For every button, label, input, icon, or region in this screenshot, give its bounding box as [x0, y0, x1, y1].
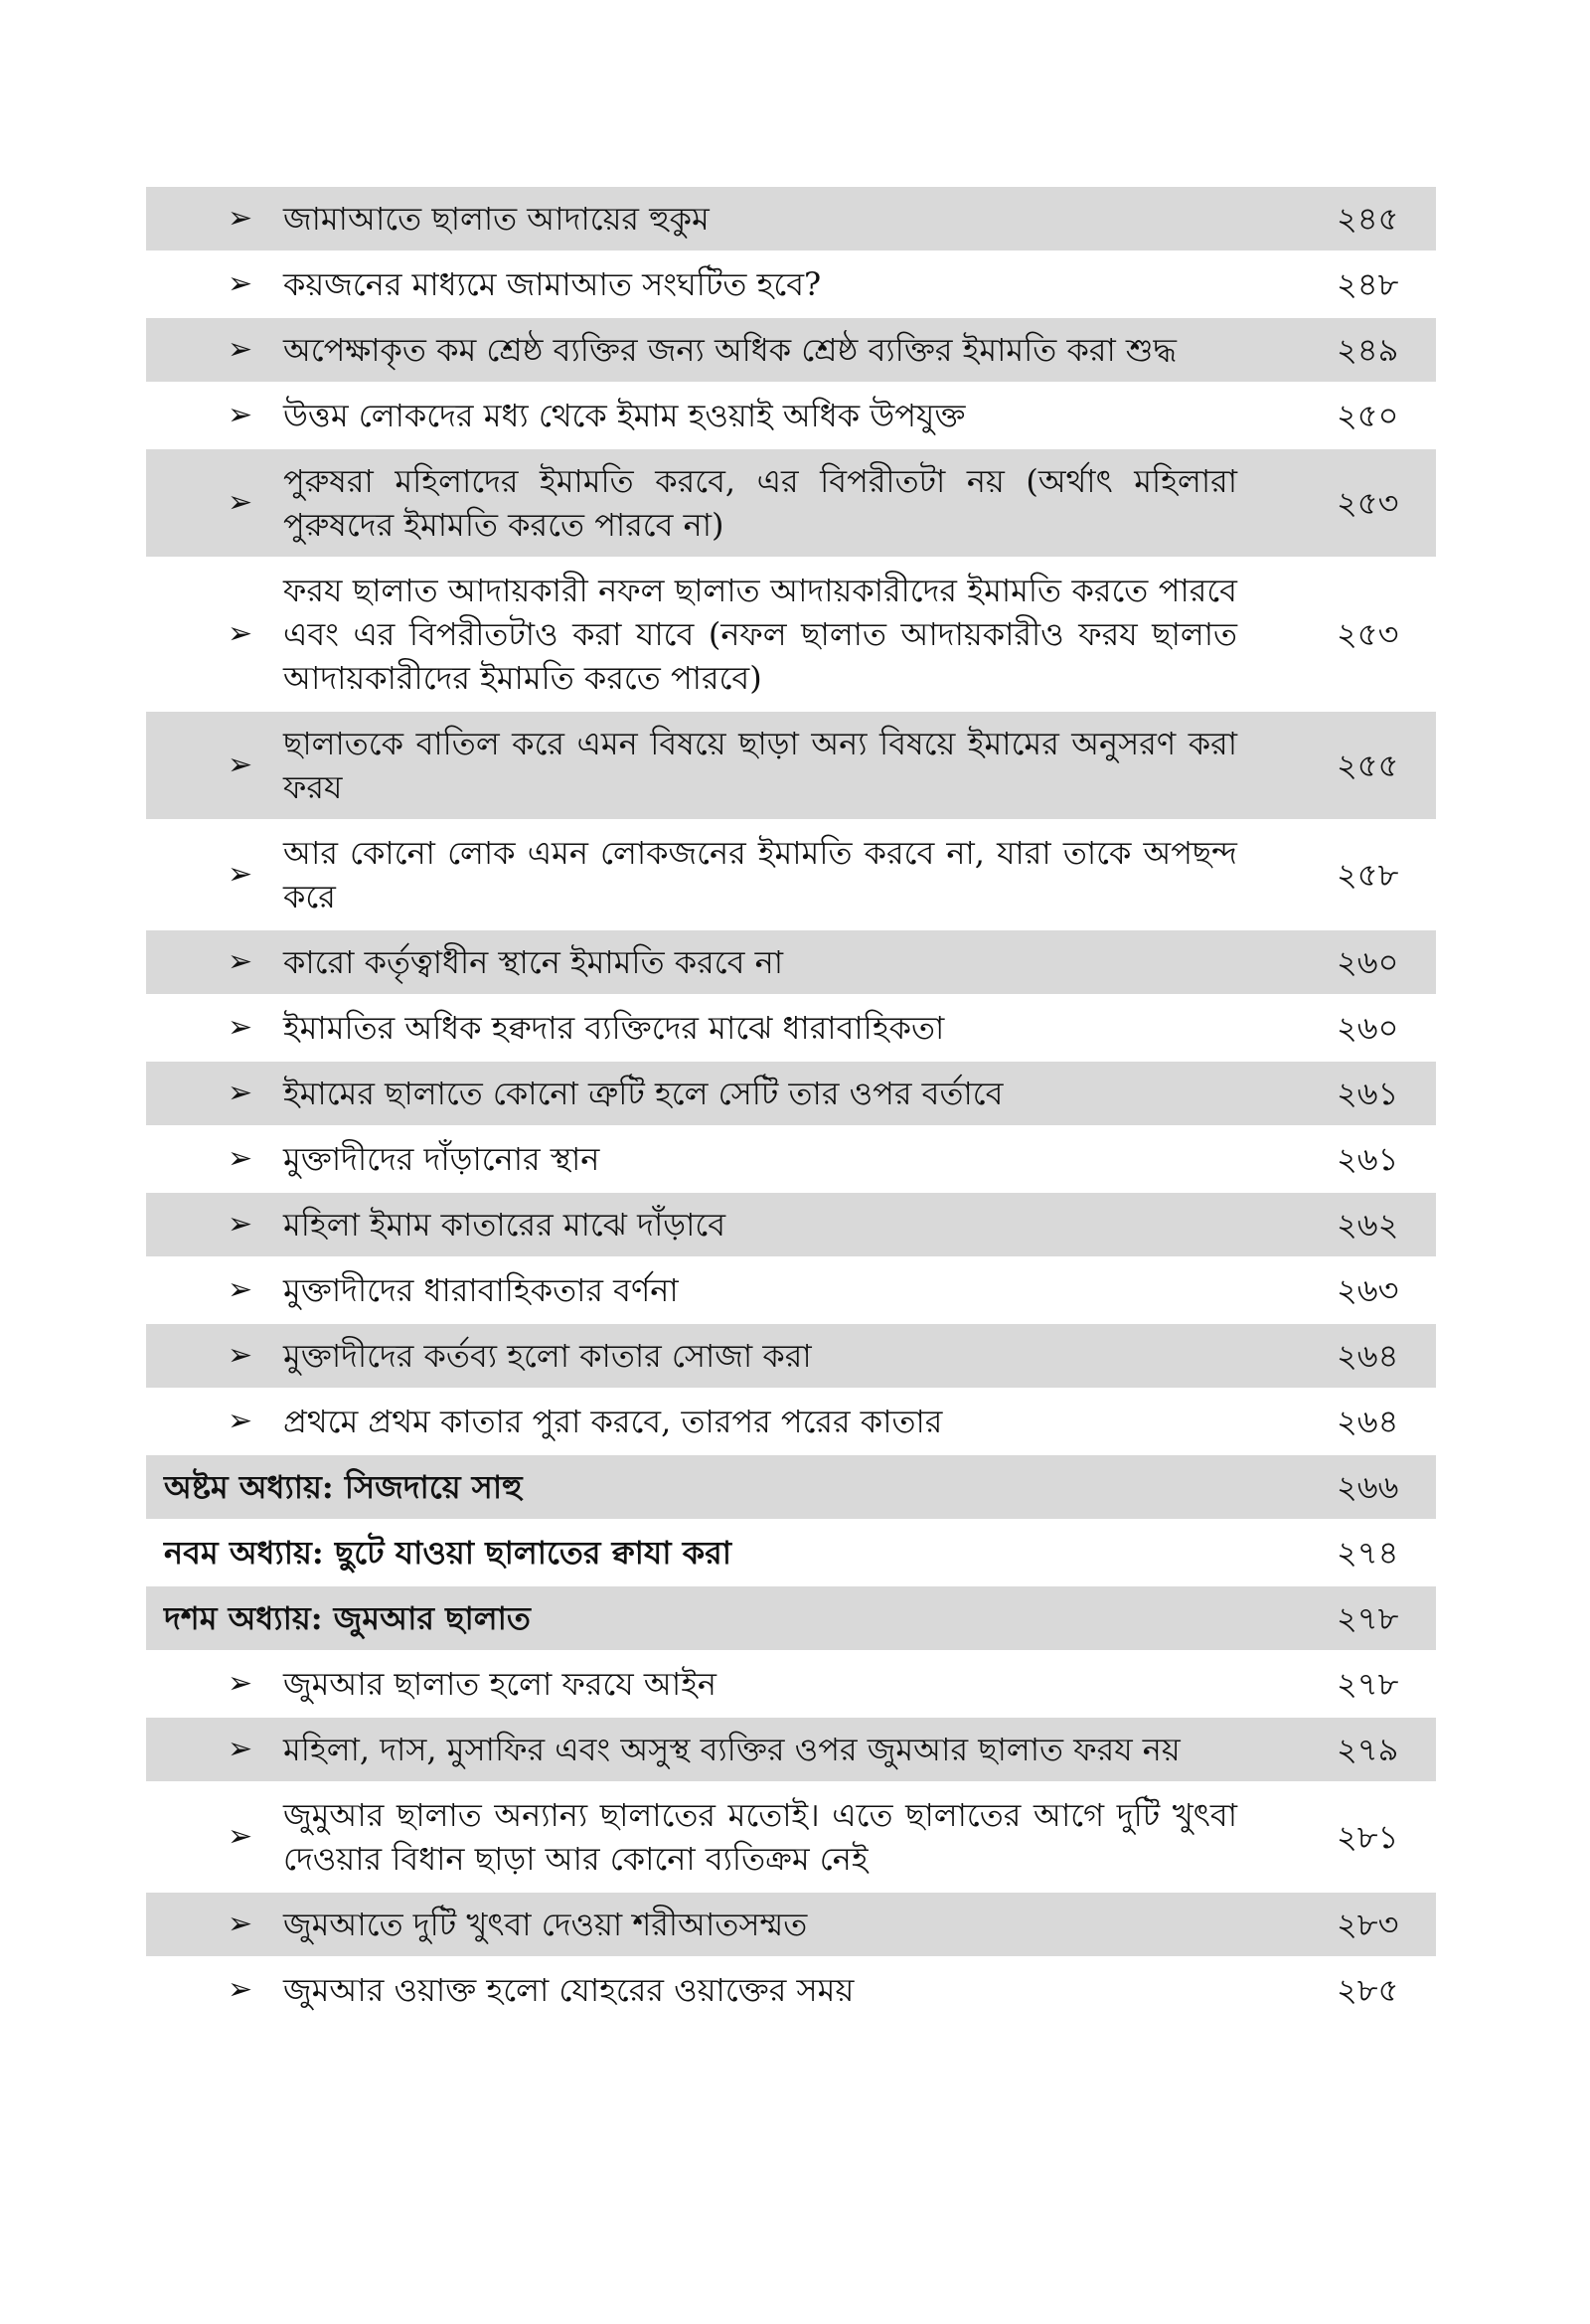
toc-row — [146, 187, 1436, 252]
toc-page-number: ২৭৯ — [1337, 1731, 1399, 1768]
toc-chapter-title: নবম অধ্যায়: ছুটে যাওয়া ছালাতের ক্বাযা করা — [164, 1534, 731, 1572]
toc-page-number: ২৬৩ — [1337, 1271, 1399, 1309]
toc-row — [146, 712, 1436, 821]
toc-entry-title: ফরয ছালাত আদায়কারী নফল ছালাত আদায়কারীদের ইমামতি করতে পারবে এবং এর বিপরীতটাও করা যাবে (নফল ছালাত আদায়কারীও ফরয ছালাত আদায়কারীদের ইমামতি করতে পারবে) — [283, 572, 1237, 697]
arrow-bullet-icon: ➢ — [228, 1907, 253, 1941]
toc-page-number: ২৪৫ — [1337, 200, 1399, 238]
toc-chapter-row — [146, 1455, 1436, 1521]
toc-row — [146, 1062, 1436, 1127]
toc-row — [146, 996, 1436, 1062]
toc-row — [146, 318, 1436, 384]
toc-row — [146, 930, 1436, 996]
toc-entry-title: আর কোনো লোক এমন লোকজনের ইমামতি করবে না, যারা তাকে অপছন্দ করে — [283, 834, 1237, 915]
toc-row — [146, 384, 1436, 449]
toc-row — [146, 1193, 1436, 1258]
toc-row — [146, 1324, 1436, 1390]
toc-page-number: ২৬১ — [1337, 1140, 1399, 1178]
arrow-bullet-icon: ➢ — [228, 398, 253, 432]
arrow-bullet-icon: ➢ — [228, 857, 253, 892]
toc-page-number: ২৮১ — [1337, 1818, 1399, 1856]
toc-page-number: ২৮৩ — [1337, 1906, 1399, 1943]
toc-row — [146, 821, 1436, 930]
toc-page-number: ২৫৩ — [1337, 484, 1399, 522]
toc-page-number: ২৭৮ — [1337, 1599, 1399, 1637]
arrow-bullet-icon: ➢ — [228, 1404, 253, 1438]
toc-entry-title: অপেক্ষাকৃত কম শ্রেষ্ঠ ব্যক্তির জন্য অধিক শ্রেষ্ঠ ব্যক্তির ইমামতি করা শুদ্ধ — [283, 331, 1177, 369]
arrow-bullet-icon: ➢ — [228, 1272, 253, 1307]
toc-row — [146, 449, 1436, 559]
toc-page-number: ২৫৮ — [1337, 856, 1399, 894]
arrow-bullet-icon: ➢ — [228, 266, 253, 301]
toc-entry-title: জুমআর ছালাত হলো ফরযে আইন — [283, 1665, 716, 1703]
toc-entry-title: জামাআতে ছালাত আদায়ের হুকুম — [283, 200, 710, 238]
toc-page-number: ২৪৮ — [1337, 265, 1399, 303]
toc-entry-title: ইমামতির অধিক হক্বদার ব্যক্তিদের মাঝে ধারাবাহিকতা — [283, 1009, 945, 1047]
arrow-bullet-icon: ➢ — [228, 201, 253, 236]
toc-entry-title: উত্তম লোকদের মধ্য থেকে ইমাম হওয়াই অধিক উপযুক্ত — [283, 397, 966, 434]
toc-chapter-row — [146, 1521, 1436, 1586]
toc-page-number: ২৬০ — [1337, 1009, 1399, 1047]
toc-entry-title: কারো কর্তৃত্বাধীন স্থানে ইমামতি করবে না — [283, 943, 783, 981]
toc-page-number: ২৫৫ — [1337, 747, 1399, 784]
arrow-bullet-icon: ➢ — [228, 944, 253, 979]
toc-entry-title: কয়জনের মাধ্যমে জামাআত সংঘটিত হবে? — [283, 265, 822, 303]
toc-row — [146, 1958, 1436, 2024]
toc-entry-title: মহিলা, দাস, মুসাফির এবং অসুস্থ ব্যক্তির ওপর জুমআর ছালাত ফরয নয় — [283, 1731, 1181, 1768]
toc-page-number: ২৬৪ — [1337, 1403, 1399, 1440]
toc-page-number: ২৭৪ — [1337, 1534, 1399, 1572]
arrow-bullet-icon: ➢ — [228, 1338, 253, 1373]
arrow-bullet-icon: ➢ — [228, 1666, 253, 1701]
arrow-bullet-icon: ➢ — [228, 1076, 253, 1110]
toc-page-number: ২৬৪ — [1337, 1337, 1399, 1375]
toc-row — [146, 1258, 1436, 1324]
toc-entry-title: জুমআর ওয়াক্ত হলো যোহরের ওয়াক্তের সময় — [283, 1971, 855, 2009]
toc-row — [146, 1783, 1436, 1893]
toc-page-number: ২৬২ — [1337, 1206, 1399, 1244]
toc-chapter-row — [146, 1586, 1436, 1652]
arrow-bullet-icon: ➢ — [228, 1010, 253, 1045]
toc-entry-title: মুক্তাদীদের কর্তব্য হলো কাতার সোজা করা — [283, 1337, 812, 1375]
arrow-bullet-icon: ➢ — [228, 1207, 253, 1242]
toc-entry-title: মহিলা ইমাম কাতারের মাঝে দাঁড়াবে — [283, 1206, 726, 1244]
toc-entry-title: মুক্তাদীদের ধারাবাহিকতার বর্ণনা — [283, 1271, 679, 1309]
toc-row — [146, 559, 1436, 712]
toc-row — [146, 1390, 1436, 1455]
arrow-bullet-icon: ➢ — [228, 616, 253, 651]
arrow-bullet-icon: ➢ — [228, 1141, 253, 1176]
toc-chapter-title: অষ্টম অধ্যায়: সিজদায়ে সাহু — [164, 1468, 523, 1506]
toc-row — [146, 252, 1436, 318]
toc-page-number: ২৬৬ — [1337, 1468, 1399, 1506]
toc-row — [146, 1893, 1436, 1958]
arrow-bullet-icon: ➢ — [228, 485, 253, 520]
toc-page-number: ২৮৫ — [1337, 1971, 1399, 2009]
toc-entry-title: পুরুষরা মহিলাদের ইমামতি করবে, এর বিপরীতটা নয় (অর্থাৎ মহিলারা পুরুষদের ইমামতি করতে পারবে না) — [283, 462, 1237, 544]
toc-entry-title: ছালাতকে বাতিল করে এমন বিষয়ে ছাড়া অন্য বিষয়ে ইমামের অনুসরণ করা ফরয — [283, 725, 1237, 806]
arrow-bullet-icon: ➢ — [228, 1819, 253, 1854]
toc-entry-title: জুমআতে দুটি খুৎবা দেওয়া শরীআতসম্মত — [283, 1906, 808, 1943]
toc-entry-title: মুক্তাদীদের দাঁড়ানোর স্থান — [283, 1140, 600, 1178]
table-of-contents — [146, 187, 1436, 2024]
arrow-bullet-icon: ➢ — [228, 1972, 253, 2007]
arrow-bullet-icon: ➢ — [228, 1732, 253, 1766]
toc-entry-title: ইমামের ছালাতে কোনো ত্রুটি হলে সেটি তার ওপর বর্তাবে — [283, 1075, 1004, 1112]
toc-page-number: ২৫০ — [1337, 397, 1399, 434]
toc-page-number: ২৫৩ — [1337, 615, 1399, 653]
toc-chapter-title: দশম অধ্যায়: জুমআর ছালাত — [164, 1599, 531, 1637]
toc-row — [146, 1652, 1436, 1718]
toc-row — [146, 1127, 1436, 1193]
toc-entry-title: জুমুআর ছালাত অন্যান্য ছালাতের মতোই। এতে ছালাতের আগে দুটি খুৎবা দেওয়ার বিধান ছাড়া আর কোনো ব্যতিক্রম নেই — [283, 1796, 1237, 1878]
toc-entry-title: প্রথমে প্রথম কাতার পুরা করবে, তারপর পরের কাতার — [283, 1403, 943, 1440]
toc-page-number: ২৪৯ — [1337, 331, 1399, 369]
toc-page-number: ২৬০ — [1337, 943, 1399, 981]
toc-page-number: ২৬১ — [1337, 1075, 1399, 1112]
toc-page-number: ২৭৮ — [1337, 1665, 1399, 1703]
arrow-bullet-icon: ➢ — [228, 332, 253, 367]
toc-row — [146, 1718, 1436, 1783]
arrow-bullet-icon: ➢ — [228, 747, 253, 782]
